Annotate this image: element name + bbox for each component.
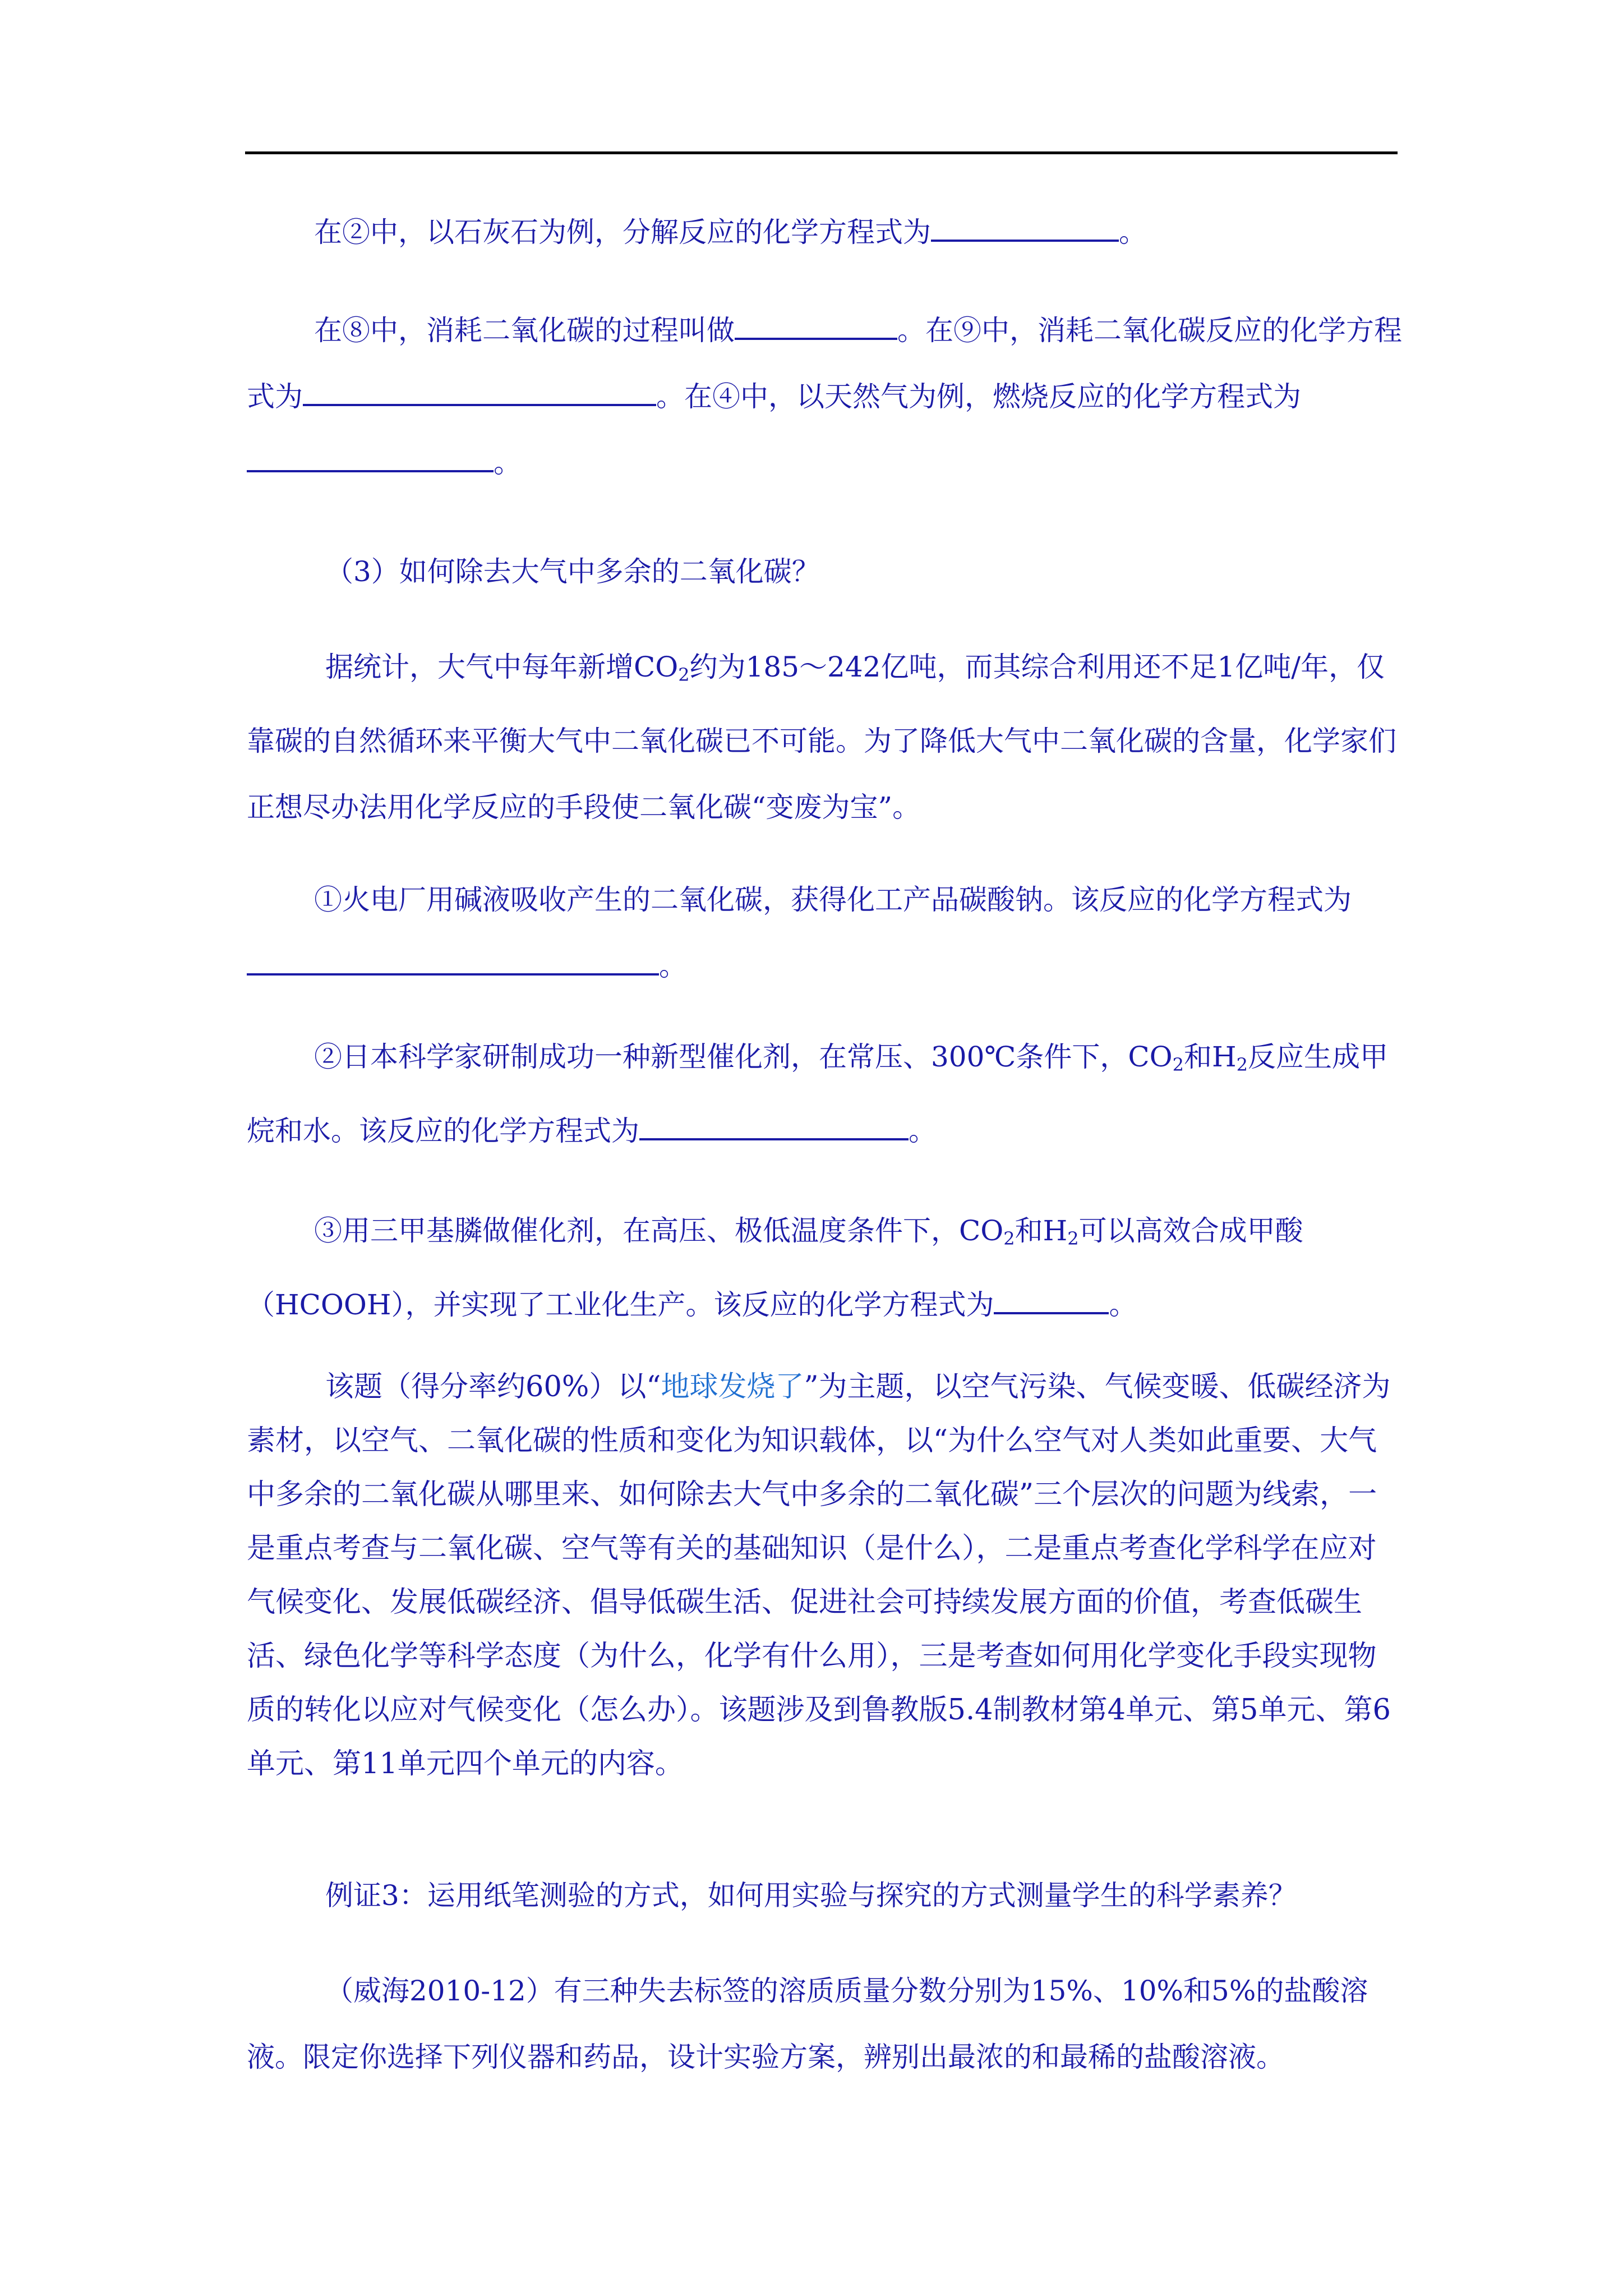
p9-text: 例证3：运用纸笔测验的方式，如何用实验与探究的方式测量学生的科学素养？ [325,1879,1297,1912]
paragraph-item-3 [247,1198,1402,1338]
answer-blank-2[interactable] [735,309,897,341]
p2-b: 。在⑨中，消耗二氧化碳反应的化学方程式为 [247,314,1402,413]
p1-end: 。 [1119,216,1147,249]
paragraph-limestone [247,199,1402,265]
answer-blank-6[interactable] [639,1109,909,1141]
answer-blank-4[interactable] [247,441,494,473]
p2-c: 。在④中，以天然气为例，燃烧反应的化学方程式为 [656,380,1301,413]
p4-sub: 2 [678,664,690,685]
paragraph-co2-consumption [247,297,1402,496]
p7-end: 。 [1109,1289,1137,1321]
p7-sub1: 2 [1003,1228,1015,1249]
paragraph-commentary [247,1360,1402,1791]
p8-a: 该题（得分率约60%）以“ [325,1370,661,1404]
p7-a: ③用三甲基膦做催化剂，在高压、极低温度条件下，CO [314,1214,1004,1247]
p4-a: 据统计，大气中每年新增CO [325,651,679,683]
p2-a: 在⑧中，消耗二氧化碳的过程叫做 [314,314,735,347]
paragraph-item-1 [247,867,1402,999]
p6-sub1: 2 [1172,1054,1184,1075]
p3-text: （3）如何除去大气中多余的二氧化碳？ [325,555,820,588]
p6-sub2: 2 [1236,1054,1248,1075]
paragraph-weihai [247,1958,1402,2090]
paragraph-item-2 [247,1024,1402,1164]
p7-sub2: 2 [1067,1228,1079,1249]
p2-end: 。 [494,447,522,479]
p6-a: ②日本科学家研制成功一种新型催化剂，在常压、300℃条件下，CO [314,1041,1173,1073]
p6-b: 和H [1183,1041,1237,1073]
p1-text: 在②中，以石灰石为例，分解反应的化学方程式为 [314,216,931,249]
answer-blank-1[interactable] [931,210,1119,242]
question-3-heading [247,539,1402,605]
p7-b: 和H [1015,1214,1068,1247]
answer-blank-7[interactable] [994,1283,1109,1315]
p4-b: 约为185～242亿吨，而其综合利用还不足1亿吨/年，仅靠碳的自然循环来平衡大气中二氧化碳已不可能。为了降低大气中二氧化碳的含量，化学家们正想尽办法用化学反应的手段使二氧化碳“变废为宝”。 [247,651,1396,823]
p5-end: 。 [659,950,687,982]
p10-text: （威海2010-12）有三种失去标签的溶质质量分数分别为15%、10%和5%的盐酸溶液。限定你选择下列仪器和药品，设计实验方案，辨别出最浓的和最稀的盐酸溶液。 [247,1975,1368,2073]
p6-end: 。 [909,1115,937,1147]
p6-c: 反应生成甲烷和水。该反应的化学方程式为 [247,1041,1388,1147]
header-rule [245,151,1398,154]
topic-link[interactable]: 地球发烧了 [661,1370,804,1404]
p8-b: ”为主题，以空气污染、气候变暖、低碳经济为素材，以空气、二氧化碳的性质和变化为知识载体，以“为什么空气对人类如此重要、大气中多余的二氧化碳从哪里来、如何除去大气中多余的二氧化碳”三个层次的问题为线索，一是重点考查与二氧化碳、空气等有关的基础知识（是什么），二是重点考查化学科学在应对气候变化、发展低碳经济、倡导低碳生活、促进社会可持续发展方面的价值，考查低碳生活、绿色化学等科学态度（为什么，化学有什么用），三是考查如何用化学变化手段实现物质的转化以应对气候变化（怎么办）。该题涉及到鲁教版5.4制教材第4单元、第5单元、第6单元、第11单元四个单元的内容。 [247,1370,1391,1780]
answer-blank-5[interactable] [247,944,659,976]
answer-blank-3[interactable] [303,375,656,407]
p5-text: ①火电厂用碱液吸收产生的二氧化碳，获得化工产品碳酸钠。该反应的化学方程式为 [314,884,1352,916]
example-3-heading [247,1862,1402,1929]
paragraph-statistics [247,634,1402,840]
p7-c: 可以高效合成甲酸（HCOOH），并实现了工业化生产。该反应的化学方程式为 [247,1214,1303,1321]
